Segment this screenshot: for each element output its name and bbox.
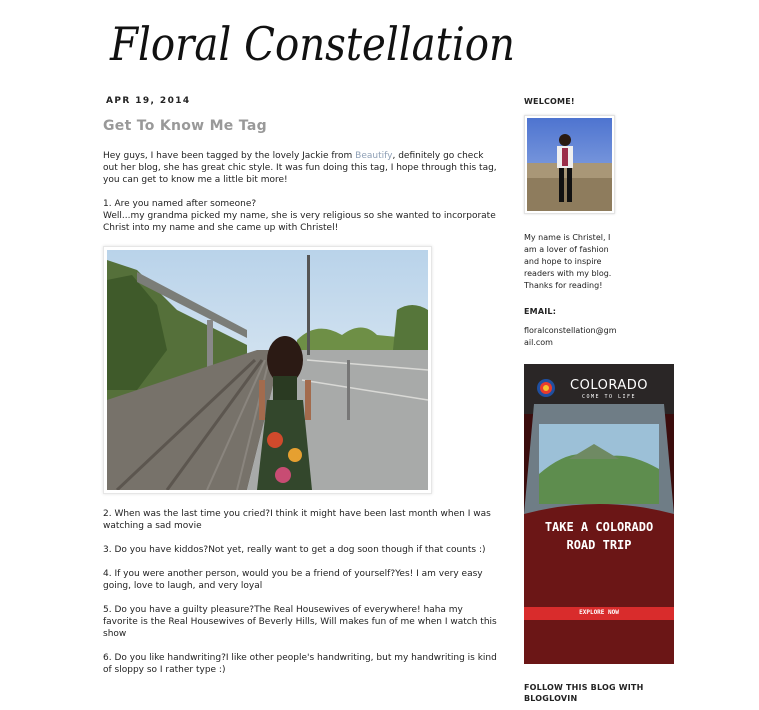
answer-1-text: Well...my grandma picked my name, she is very religious so she wanted to incorporate Christ into my name and she came up with Christel! bbox=[103, 211, 496, 233]
question-3 bbox=[103, 544, 498, 556]
welcome-heading: WELCOME! bbox=[524, 97, 575, 106]
intro-text: Hey guys, I have been tagged by the lovely Jackie from bbox=[103, 151, 356, 161]
ad-cta-button[interactable]: EXPLORE NOW bbox=[579, 609, 619, 616]
answer-3-text: Not yet, really want to get a dog soon though if that counts :) bbox=[208, 545, 486, 555]
answer-2-text: I think it might have been last month when I was watching a sad movie bbox=[103, 509, 491, 531]
ad-background bbox=[524, 364, 674, 664]
question-6-text: 6. Do you like handwriting? bbox=[103, 653, 226, 663]
photo-railroad-image bbox=[107, 250, 428, 490]
question-5 bbox=[103, 604, 498, 640]
sidebar-email[interactable]: floralconstellation@gmail.com bbox=[524, 326, 617, 347]
blog-title-text: Floral Constellation bbox=[109, 17, 516, 71]
ad-tagline: COME TO LIFE bbox=[581, 394, 637, 400]
ad-headline-line1: TAKE A COLORADO bbox=[544, 520, 654, 534]
ad-brand: COLORADO bbox=[570, 378, 648, 393]
question-1 bbox=[103, 198, 498, 234]
sidebar-bio: My name is Christel, I am a lover of fashion and hope to inspire readers with my blog. Thanks for reading! bbox=[524, 233, 612, 290]
question-6 bbox=[103, 652, 498, 676]
post-intro bbox=[103, 150, 498, 186]
ad-headline-line2: ROAD TRIP bbox=[566, 538, 632, 552]
answer-5-text: The Real Housewives of everywhere! haha my favorite is the Real Housewives of Beverly Hills, Will makes fun of me when I watch this show bbox=[103, 605, 497, 639]
post-body bbox=[103, 150, 498, 246]
beautify-link[interactable]: Beautify bbox=[355, 151, 393, 161]
question-4-text: 4. If you were another person, would you be a friend of yourself? bbox=[103, 569, 396, 579]
profile-photo bbox=[524, 115, 615, 214]
post-photo bbox=[103, 246, 432, 494]
answer-6-text: I like other people's handwriting, but my handwriting is kind of sloppy so I rather type :) bbox=[103, 653, 497, 675]
sidebar bbox=[524, 96, 674, 108]
intro-text-2: , definitely go check out her blog, she has great chic style. It was fun doing this tag, I hope through this tag, you can get to know me a little bit more! bbox=[103, 151, 497, 185]
avatar bbox=[527, 118, 612, 211]
post-body-continued bbox=[103, 508, 498, 688]
question-5-text: 5. Do you have a guilty pleasure? bbox=[103, 605, 255, 615]
answer-4-text: Yes! I am very easy going, love to laugh, and very loyal bbox=[103, 569, 483, 591]
email-heading: EMAIL: bbox=[524, 307, 557, 316]
question-2-text: 2. When was the last time you cried? bbox=[103, 509, 271, 519]
blog-title[interactable] bbox=[108, 4, 528, 84]
question-1-text: 1. Are you named after someone? bbox=[103, 199, 257, 209]
post-title[interactable]: Get To Know Me Tag bbox=[103, 118, 267, 134]
question-4 bbox=[103, 568, 498, 592]
post-date: APR 19, 2014 bbox=[106, 96, 191, 106]
colorado-ad[interactable] bbox=[524, 364, 674, 664]
question-3-text: 3. Do you have kiddos? bbox=[103, 545, 209, 555]
follow-heading: FOLLOW THIS BLOG WITH BLOGLOVIN bbox=[524, 683, 644, 703]
question-2 bbox=[103, 508, 498, 532]
